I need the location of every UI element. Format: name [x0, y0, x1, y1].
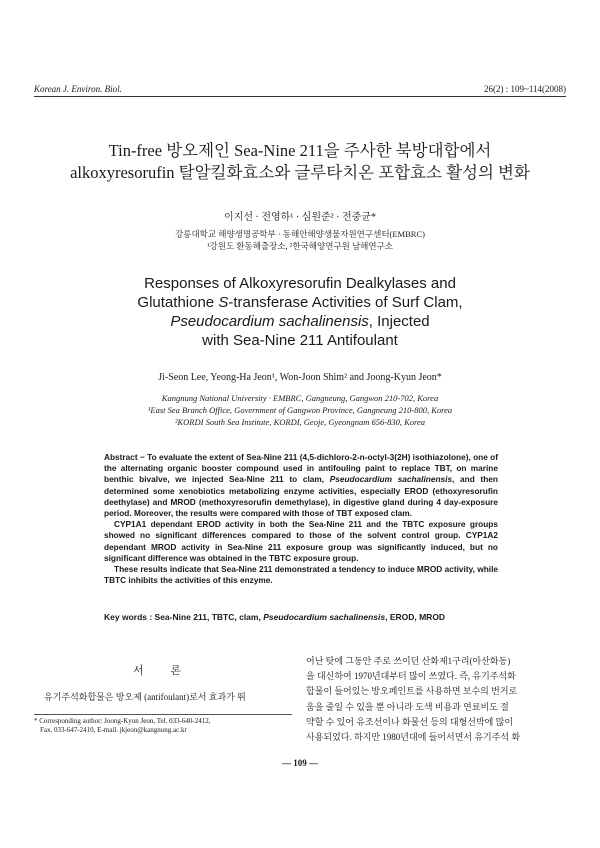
keywords-species: Pseudocardium sachalinensis — [263, 612, 386, 622]
keywords-b: , EROD, MROD — [385, 612, 446, 622]
english-affiliation-2: ¹East Sea Branch Office, Government of Gangwon Province, Gangneung 210-800, Korea — [147, 405, 453, 415]
abstract-p1-b: , and then determined some xenobiotics metabolizing enzyme activities, especially EROD (ethoxyresorufin deethylase) and MROD (methoxyresorufin demethylase), in digestive gland during 4 day-exposure period. Moreover, the results were compared with those of TBT exposed clam. — [104, 474, 498, 519]
english-authors: Ji-Seon Lee, Yeong-Ha Jeon¹, Won-Joon Shim² and Joong-Kyun Jeon* — [158, 372, 442, 383]
english-title — [30, 274, 570, 350]
english-title-line-1: Responses of Alkoxyresorufin Dealkylases and — [144, 275, 456, 292]
korean-title-line-2: alkoxyresorufin 탈알킬화효소와 글루타치온 포합효소 활성의 변화 — [70, 163, 530, 182]
english-affiliation-1: Kangnung National University · EMBRC, Gangneung, Gangwon 210-702, Korea — [161, 393, 439, 403]
abstract — [104, 452, 498, 586]
korean-affiliation-2: ¹강원도 환동해출장소, ²한국해양연구원 남해연구소 — [206, 241, 394, 251]
korean-affiliations — [30, 228, 570, 252]
english-title-line-3 — [30, 312, 570, 331]
right-line-3: 합물이 들어있는 방오페인트를 사용하면 보수의 번거로 — [306, 686, 518, 697]
korean-title — [30, 140, 570, 184]
keywords-a: Key words : Sea-Nine 211, TBTC, clam, — [104, 612, 264, 622]
volume-pages: 26(2) : 109~114(2008) — [483, 84, 566, 94]
right-line-6: 사용되었다. 하지만 1980년대에 들어서면서 유기주석 화 — [306, 732, 521, 743]
corresponding-author-footnote — [34, 714, 292, 735]
right-line-5: 약할 수 있어 유조선이나 화물선 등의 대형선박에 많이 — [306, 716, 514, 727]
korean-affiliation-1: 강릉대학교 해양생명공학부 · 동해안해양생물자원연구센터(EMBRC) — [175, 229, 425, 239]
english-affiliations — [30, 392, 570, 428]
footnote-line-2: Fax. 033-647-2410, E-mail. jkjeon@kangnung.ac.kr — [40, 726, 187, 734]
introduction-left-text: 유기주석화합물은 방오제 (antifoulant)로서 효과가 뛰 — [44, 692, 246, 702]
abstract-p1-a: Abstract − To evaluate the extent of Sea-Nine 211 (4,5-dichloro-2-n-octyl-3(2H) isothiazolone), one of the alternating organic booster compound used in antifouling paint to replace TBT, on marine benthic bivalve, we injected Sea-Nine 211 to clam, — [104, 452, 498, 485]
abstract-paragraph-3: These results indicate that Sea-Nine 211 demonstrated a tendency to induce MROD activity, while TBTC inhibits the activities of this enzyme. — [104, 564, 498, 586]
keywords — [104, 612, 498, 622]
page-number: — 109 — — [282, 758, 318, 768]
english-title-line-4: with Sea-Nine 211 Antifoulant — [202, 332, 398, 349]
english-title-line-2a: Glutathione — [137, 294, 219, 311]
korean-authors: 이지선 · 전영하¹ · 심원준² · 전중균* — [224, 212, 376, 223]
right-line-2: 을 대신하여 1970년대부터 많이 쓰였다. 즉, 유기주석화 — [306, 671, 516, 682]
english-title-line-2 — [30, 293, 570, 312]
running-header — [34, 84, 566, 97]
english-title-line-2-italic: S — [218, 294, 229, 311]
right-line-1: 어난 탓에 그동안 주로 쓰이던 산화제1구리(아산화동) — [306, 656, 511, 666]
section-heading-introduction: 서 론 — [132, 665, 193, 677]
footnote-line-1: * Corresponding author: Joong-Kyun Jeon, Tel. 033-640-2412, — [34, 717, 211, 725]
english-title-line-2b: -transferase Activities of Surf Clam, — [228, 294, 463, 311]
journal-name: Korean J. Environ. Biol. — [34, 84, 122, 94]
english-title-line-3b: , Injected — [368, 313, 430, 330]
abstract-paragraph-2: CYP1A1 dependant EROD activity in both the Sea-Nine 211 and the TBTC exposure groups showed no significant differences compared to those of the solvent control group. CYP1A2 dependant MROD activity in Sea-Nine 211 exposure group was significantly induced, but no significant difference was obtained in the TBTC exposure group. — [104, 519, 498, 563]
abstract-p1-species: Pseudocardium sachalinensis — [329, 474, 453, 485]
abstract-paragraph-1 — [104, 452, 498, 519]
right-column — [306, 654, 568, 745]
korean-title-line-1: Tin-free 방오제인 Sea-Nine 211을 주사한 북방대합에서 — [108, 141, 492, 160]
english-affiliation-3: ²KORDI South Sea Institute, KORDI, Geoje, Gyeongnam 656-830, Korea — [174, 417, 426, 427]
species-name: Pseudocardium sachalinensis — [170, 313, 369, 330]
right-line-4: 움을 줄일 수 있을 뿐 아니라 도색 비용과 연료비도 절 — [306, 701, 509, 712]
left-column — [34, 662, 292, 704]
